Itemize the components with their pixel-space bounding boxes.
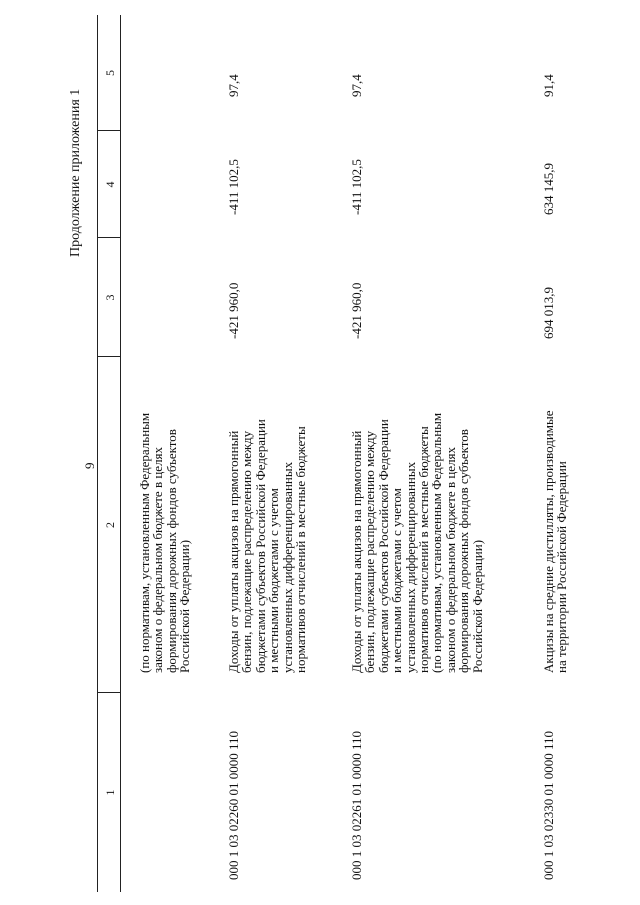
- row-3-name-line: на территории Российской Федерации: [554, 461, 570, 673]
- header-col-1: 1: [103, 789, 117, 796]
- row-2-name-line: и местными бюджетами с учетом: [389, 488, 405, 673]
- row-1-name-line: Доходы от уплаты акцизов на прямогонный: [226, 430, 241, 673]
- row-2-name-line: законом о федеральном бюджете в целях: [442, 446, 458, 673]
- row-0-name-line: формирования дорожных фондов субъектов: [163, 429, 179, 673]
- row-2-name-line: бензин, подлежащие распределению между: [362, 430, 378, 673]
- row-1-col4: -411 102,5: [226, 159, 241, 215]
- table-header-border: [120, 15, 121, 892]
- row-0-name-line: (по нормативам, установленным Федеральным: [137, 412, 152, 673]
- header-col-3: 3: [103, 294, 117, 301]
- row-1-name-line: установленных дифференцированных: [279, 461, 295, 673]
- header-col-5: 5: [103, 70, 117, 76]
- row-2-col5: 97,4: [349, 74, 364, 97]
- table-row: [138, 413, 192, 673]
- row-2-col4: -411 102,5: [349, 159, 364, 215]
- row-1-name-line: бензин, подлежащие распределению между: [239, 430, 255, 673]
- row-3-code: 000 1 03 02330 01 0000 110: [541, 730, 556, 880]
- header-col-2: 2: [103, 522, 117, 528]
- row-3-col3: 694 013,9: [541, 287, 556, 339]
- row-3-name: [542, 410, 569, 673]
- row-1-name-line: бюджетами субъектов Российской Федерации: [252, 419, 268, 673]
- row-2-name-line: формирования дорожных фондов субъектов: [456, 429, 472, 673]
- row-2-col3: -421 960,0: [349, 282, 364, 339]
- row-1-name: [227, 419, 307, 673]
- row-2-name-line: (по нормативам, установленным Федеральным: [429, 412, 445, 673]
- row-2-name-line: Российской Федерации): [469, 539, 485, 673]
- table-top-border: [97, 15, 98, 892]
- row-2-name-line: бюджетами субъектов Российской Федерации: [375, 419, 391, 673]
- appendix-continuation-caption: Продолжение приложения 1: [68, 88, 83, 257]
- row-2-name: [350, 413, 484, 673]
- row-0-name-line: законом о федеральном бюджете в целях: [150, 446, 166, 673]
- row-3-col4: 634 145,9: [541, 163, 556, 215]
- row-2-code: 000 1 03 02261 01 0000 110: [349, 730, 364, 880]
- row-2-name-line: установленных дифференцированных: [402, 461, 418, 673]
- row-0-name: [138, 413, 192, 673]
- row-1-col3: -421 960,0: [226, 282, 241, 339]
- row-0-name-line: Российской Федерации): [177, 539, 193, 673]
- row-3-name-line: Акцизы на средние дистилляты, производимые: [541, 410, 556, 673]
- row-1-code: 000 1 03 02260 01 0000 110: [226, 730, 241, 880]
- page-number: 9: [82, 462, 97, 469]
- row-1-col5: 97,4: [226, 74, 241, 97]
- row-2-name-line: нормативов отчислений в местные бюджеты: [416, 426, 432, 673]
- header-col-4: 4: [103, 181, 117, 188]
- row-1-name-line: и местными бюджетами с учетом: [266, 488, 282, 673]
- row-3-col5: 91,4: [541, 74, 556, 97]
- row-2-name-line: Доходы от уплаты акцизов на прямогонный: [349, 430, 364, 673]
- row-1-name-line: нормативов отчислений в местные бюджеты: [293, 426, 309, 673]
